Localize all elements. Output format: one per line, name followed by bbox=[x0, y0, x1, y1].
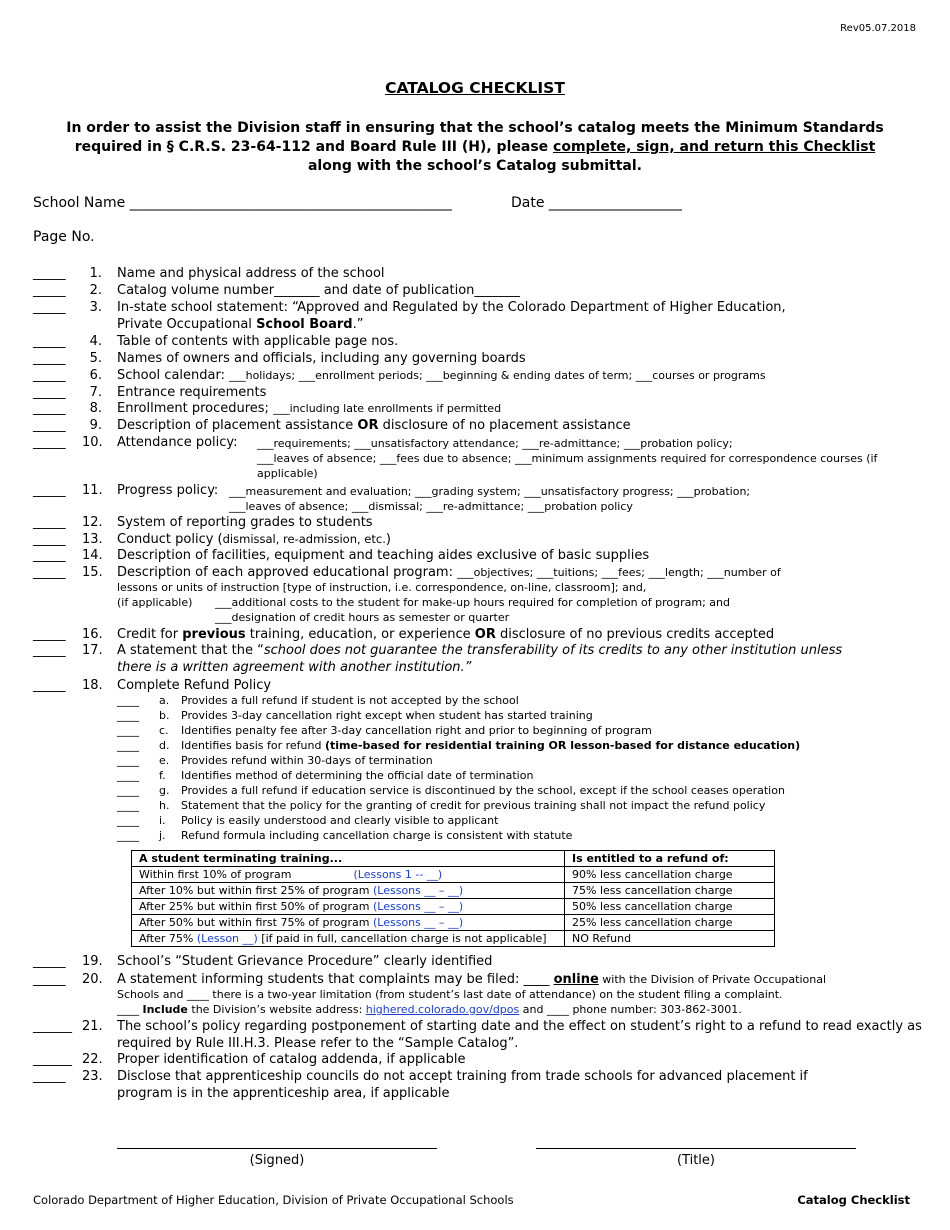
item-number: 20. bbox=[82, 972, 103, 987]
subitem-letter: e. bbox=[159, 754, 170, 767]
item-text: required by Rule III.H.3. Please refer to the “Sample Catalog”. bbox=[117, 1036, 519, 1051]
item-number: 1. bbox=[89, 266, 102, 281]
item-text: Credit for previous training, education, or experience OR disclosure of no previous credits accepted bbox=[117, 627, 775, 642]
revision-label: Rev05.07.2018 bbox=[840, 23, 916, 34]
item-number: 3. bbox=[89, 300, 102, 315]
item-text: Complete Refund Policy bbox=[117, 678, 272, 693]
item-text: Description of placement assistance OR disclosure of no placement assistance bbox=[117, 418, 631, 433]
item-number: 11. bbox=[82, 483, 103, 498]
table-cell: Within first 10% of program (Lessons 1 -- __) bbox=[132, 867, 565, 883]
item-number: 19. bbox=[82, 954, 103, 969]
item-text: Attendance policy: bbox=[117, 435, 238, 450]
item-number: 22. bbox=[82, 1052, 103, 1067]
subitem-checkbox[interactable]: ____ bbox=[117, 694, 139, 707]
title-label: (Title) bbox=[676, 1153, 715, 1168]
table-cell: 90% less cancellation charge bbox=[565, 867, 775, 883]
item-text: Name and physical address of the school bbox=[117, 266, 385, 281]
item-checkbox[interactable]: _____ bbox=[33, 334, 66, 349]
item-checkbox[interactable]: _____ bbox=[33, 483, 66, 498]
item-text: Conduct policy (dismissal, re-admission, etc.) bbox=[117, 532, 391, 547]
table-header: A student terminating training... bbox=[132, 851, 565, 867]
item-checkbox[interactable]: _____ bbox=[33, 300, 66, 315]
item-checkbox[interactable]: _____ bbox=[33, 972, 66, 987]
item-checkbox[interactable]: ______ bbox=[33, 1019, 72, 1034]
table-row bbox=[132, 899, 775, 915]
item-text: Progress policy: bbox=[117, 483, 219, 498]
item-number: 10. bbox=[82, 435, 103, 450]
item-text: The school’s policy regarding postponement of starting date and the effect on student’s right to a refund to read exactly as bbox=[117, 1019, 922, 1034]
item-number: 12. bbox=[82, 515, 103, 530]
subitem-checkbox[interactable]: ____ bbox=[117, 799, 139, 812]
item-number: 21. bbox=[82, 1019, 103, 1034]
item-number: 16. bbox=[82, 627, 103, 642]
item-options: lessons or units of instruction [type of instruction, i.e. correspondence, on-line, classroom]; and, bbox=[117, 581, 647, 594]
subitem-letter: h. bbox=[159, 799, 170, 812]
subitem-text: Identifies method of determining the official date of termination bbox=[181, 769, 534, 782]
item-text: Private Occupational School Board.” bbox=[117, 317, 364, 332]
item-text: System of reporting grades to students bbox=[117, 515, 373, 530]
item-number: 5. bbox=[89, 351, 102, 366]
item-text: School calendar: ___holidays; ___enrollment periods; ___beginning & ending dates of term; ___courses or programs bbox=[117, 368, 766, 383]
item-number: 8. bbox=[89, 401, 102, 416]
item-checkbox[interactable]: _____ bbox=[33, 418, 66, 433]
table-cell: After 10% but within first 25% of program (Lessons __ – __) bbox=[132, 883, 565, 899]
item-text: Disclose that apprenticeship councils do not accept training from trade schools for advanced placement if bbox=[117, 1069, 808, 1084]
subitem-letter: a. bbox=[159, 694, 170, 707]
item-checkbox[interactable]: _____ bbox=[33, 627, 66, 642]
item-text: A statement informing students that complaints may be filed: ____ online with the Division of Private Occupational bbox=[117, 972, 826, 987]
item-checkbox[interactable]: _____ bbox=[33, 565, 66, 580]
item-checkbox[interactable]: _____ bbox=[33, 678, 66, 693]
item-options: Schools and ____ there is a two-year limitation (from student’s last date of attendance) on the student filing a complaint. bbox=[117, 988, 783, 1001]
subitem-checkbox[interactable]: ____ bbox=[117, 724, 139, 737]
subitem-text: Provides a full refund if education service is discontinued by the school, except if the school ceases operation bbox=[181, 784, 785, 797]
item-checkbox[interactable]: _____ bbox=[33, 351, 66, 366]
item-options: applicable) bbox=[257, 467, 318, 480]
subitem-text: Identifies penalty fee after 3-day cancellation right and prior to beginning of program bbox=[181, 724, 652, 737]
item-number: 15. bbox=[82, 565, 103, 580]
subitem-checkbox[interactable]: ____ bbox=[117, 709, 139, 722]
item-options: ___additional costs to the student for make-up hours required for completion of program; and bbox=[215, 596, 731, 609]
item-checkbox[interactable]: _____ bbox=[33, 515, 66, 530]
subitem-checkbox[interactable]: ____ bbox=[117, 784, 139, 797]
item-text: there is a written agreement with another institution.” bbox=[117, 660, 472, 675]
footer-left: Colorado Department of Higher Education, Division of Private Occupational Schools bbox=[33, 1193, 514, 1207]
subitem-checkbox[interactable]: ____ bbox=[117, 814, 139, 827]
item-checkbox[interactable]: ______ bbox=[33, 1052, 72, 1067]
subitem-letter: d. bbox=[159, 739, 170, 752]
subitem-letter: f. bbox=[159, 769, 166, 782]
subitem-checkbox[interactable]: ____ bbox=[117, 754, 139, 767]
item-checkbox[interactable]: _____ bbox=[33, 1069, 66, 1084]
subitem-text: Refund formula including cancellation charge is consistent with statute bbox=[181, 829, 573, 842]
subitem-letter: b. bbox=[159, 709, 170, 722]
footer-right: Catalog Checklist bbox=[797, 1193, 910, 1207]
item-checkbox[interactable]: _____ bbox=[33, 368, 66, 383]
table-cell: 50% less cancellation charge bbox=[565, 899, 775, 915]
subitem-letter: i. bbox=[159, 814, 166, 827]
item-text: Description of each approved educational program: ___objectives; ___tuitions; ___fees; ___length; ___number of bbox=[117, 565, 781, 580]
table-cell: 75% less cancellation charge bbox=[565, 883, 775, 899]
subitem-text: Identifies basis for refund (time-based for residential training OR lesson-based for distance education) bbox=[181, 739, 801, 752]
page-title: CATALOG CHECKLIST bbox=[385, 79, 565, 97]
item-options: ____ Include the Division’s website address: highered.colorado.gov/dpos and ____ phone number: 303-862-3001. bbox=[117, 1003, 742, 1016]
table-cell: After 25% but within first 50% of program (Lessons __ – __) bbox=[132, 899, 565, 915]
table-row bbox=[132, 915, 775, 931]
website-link[interactable]: highered.colorado.gov/dpos bbox=[365, 1003, 520, 1016]
subitem-checkbox[interactable]: ____ bbox=[117, 739, 139, 752]
table-row bbox=[132, 883, 775, 899]
school-name-field[interactable]: School Name ______________________________________________ bbox=[33, 195, 452, 211]
intro-paragraph: In order to assist the Division staff in ensuring that the school’s catalog meets the Minimum Standards required in § C.R.S. 23-64-112 and Board Rule III (H), please complete, sign, and return this Checklist along with the school’s Catalog submittal. bbox=[66, 120, 884, 174]
item-text: In-state school statement: “Approved and Regulated by the Colorado Department of Higher Education, bbox=[117, 300, 786, 315]
item-text: A statement that the “school does not guarantee the transferability of its credits to any other institution unless bbox=[117, 643, 843, 658]
item-number: 23. bbox=[82, 1069, 103, 1084]
subitem-text: Provides 3-day cancellation right except when student has started training bbox=[181, 709, 593, 722]
item-options: ___leaves of absence; ___fees due to absence; ___minimum assignments required for correspondence courses (if bbox=[257, 452, 878, 465]
table-cell: NO Refund bbox=[565, 931, 775, 947]
item-checkbox[interactable]: _____ bbox=[33, 954, 66, 969]
table-cell: After 75% (Lesson __) [if paid in full, cancellation charge is not applicable] bbox=[132, 931, 565, 947]
table-row bbox=[132, 867, 775, 883]
item-number: 9. bbox=[89, 418, 102, 433]
item-text: Enrollment procedures; ___including late enrollments if permitted bbox=[117, 401, 502, 416]
item-checkbox[interactable]: _____ bbox=[33, 283, 66, 298]
table-cell: 25% less cancellation charge bbox=[565, 915, 775, 931]
item-number: 6. bbox=[89, 368, 102, 383]
item-options: ___measurement and evaluation; ___grading system; ___unsatisfactory progress; ___probation; bbox=[229, 485, 751, 498]
item-text: School’s “Student Grievance Procedure” clearly identified bbox=[117, 954, 493, 969]
item-number: 17. bbox=[82, 643, 103, 658]
item-number: 14. bbox=[82, 548, 103, 563]
item-checkbox[interactable]: _____ bbox=[33, 435, 66, 450]
item-number: 4. bbox=[89, 334, 102, 349]
subitem-text: Policy is easily understood and clearly visible to applicant bbox=[181, 814, 499, 827]
subitem-checkbox[interactable]: ____ bbox=[117, 829, 139, 842]
subitem-letter: j. bbox=[159, 829, 166, 842]
subitem-text: Provides refund within 30-days of termination bbox=[181, 754, 433, 767]
subitem-text: Provides a full refund if student is not accepted by the school bbox=[181, 694, 519, 707]
item-options: (if applicable) bbox=[117, 596, 193, 609]
signature-line[interactable] bbox=[117, 1148, 437, 1149]
item-number: 13. bbox=[82, 532, 103, 547]
refund-table bbox=[131, 850, 775, 947]
subitem-letter: c. bbox=[159, 724, 169, 737]
item-checkbox[interactable]: _____ bbox=[33, 548, 66, 563]
subitem-text: Statement that the policy for the granting of credit for previous training shall not impact the refund policy bbox=[181, 799, 766, 812]
item-text: Proper identification of catalog addenda, if applicable bbox=[117, 1052, 466, 1067]
signed-label: (Signed) bbox=[249, 1153, 305, 1168]
item-number: 2. bbox=[89, 283, 102, 298]
subitem-letter: g. bbox=[159, 784, 170, 797]
table-row bbox=[132, 931, 775, 947]
item-text: Names of owners and officials, including any governing boards bbox=[117, 351, 526, 366]
item-checkbox[interactable]: _____ bbox=[33, 532, 66, 547]
item-text: program is in the apprenticeship area, if applicable bbox=[117, 1086, 450, 1101]
item-text: Catalog volume number_______ and date of publication_______ bbox=[117, 283, 520, 298]
title-line[interactable] bbox=[536, 1148, 856, 1149]
item-text: Table of contents with applicable page nos. bbox=[117, 334, 399, 349]
item-number: 7. bbox=[89, 385, 102, 400]
item-options: ___requirements; ___unsatisfactory attendance; ___re-admittance; ___probation policy; bbox=[257, 437, 733, 450]
item-options: ___leaves of absence; ___dismissal; ___re-admittance; ___probation policy bbox=[229, 500, 633, 513]
table-header-row bbox=[132, 851, 775, 867]
page-no-label: Page No. bbox=[33, 229, 95, 245]
date-field[interactable]: Date ___________________ bbox=[511, 195, 682, 211]
item-checkbox[interactable]: _____ bbox=[33, 266, 66, 281]
table-cell: After 50% but within first 75% of program (Lessons __ – __) bbox=[132, 915, 565, 931]
item-checkbox[interactable]: _____ bbox=[33, 385, 66, 400]
item-text: Description of facilities, equipment and teaching aides exclusive of basic supplies bbox=[117, 548, 650, 563]
item-checkbox[interactable]: _____ bbox=[33, 401, 66, 416]
item-text: Entrance requirements bbox=[117, 385, 267, 400]
item-checkbox[interactable]: _____ bbox=[33, 643, 66, 658]
item-number: 18. bbox=[82, 678, 103, 693]
table-header: Is entitled to a refund of: bbox=[565, 851, 775, 867]
item-options: ___designation of credit hours as semester or quarter bbox=[215, 611, 510, 624]
subitem-checkbox[interactable]: ____ bbox=[117, 769, 139, 782]
